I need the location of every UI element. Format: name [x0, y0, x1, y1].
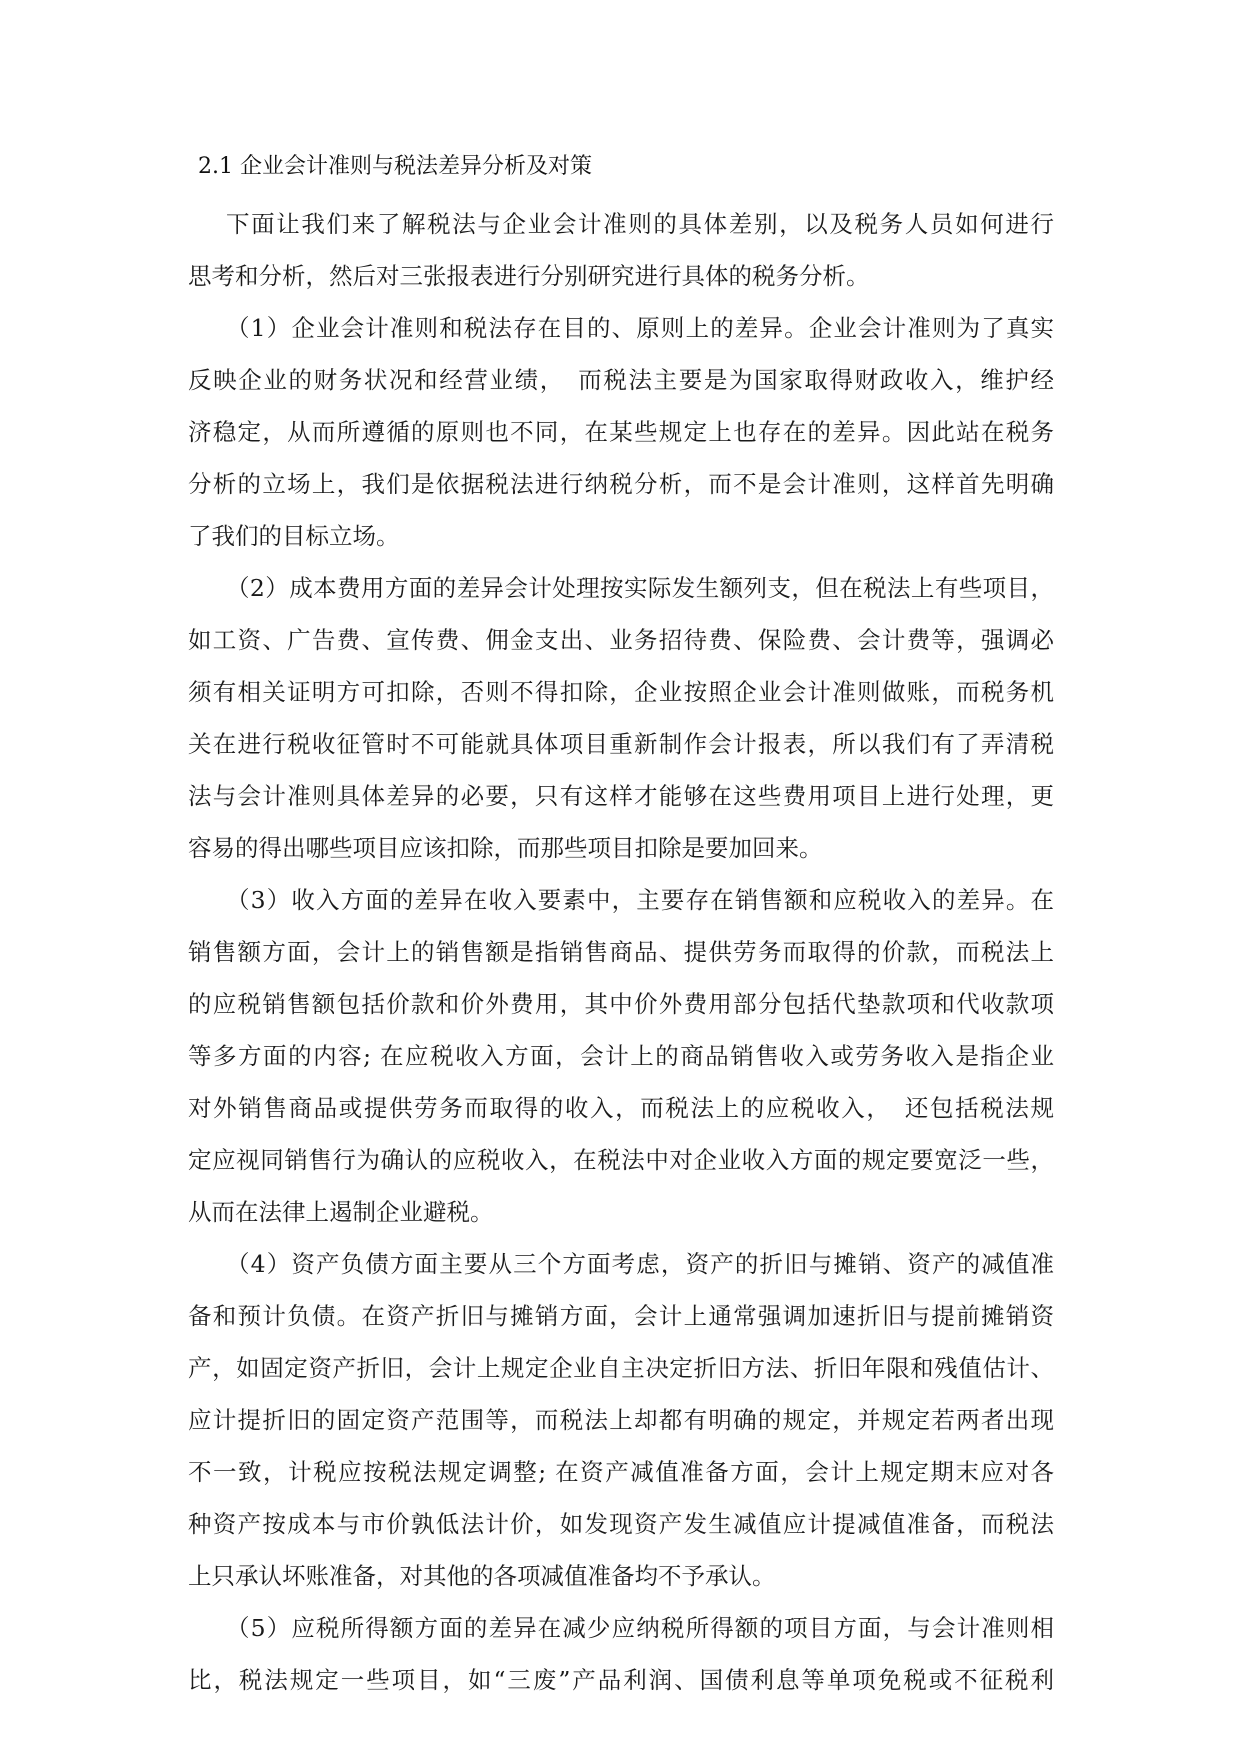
text-line: 的应税销售额包括价款和价外费用，其中价外费用部分包括代垫款项和代收款项	[188, 990, 1054, 1018]
section-heading: 2.1 企业会计准则与税法差异分析及对策	[198, 154, 592, 179]
paragraph	[188, 1602, 1054, 1706]
text-line: 定应视同销售行为确认的应税收入，在税法中对企业收入方面的规定要宽泛一些，	[188, 1146, 1054, 1174]
text-line: 不一致，计税应按税法规定调整; 在资产减值准备方面，会计上规定期末应对各	[188, 1458, 1054, 1486]
text-line: 上只承认坏账准备，对其他的各项减值准备均不予承认。	[188, 1562, 776, 1590]
text-line: 法与会计准则具体差异的必要，只有这样才能够在这些费用项目上进行处理，更	[188, 782, 1054, 810]
text-line: 从而在法律上遏制企业避税。	[188, 1198, 494, 1226]
document-body	[188, 146, 1054, 1706]
text-line: 下面让我们来了解税法与企业会计准则的具体差别，以及税务人员如何进行	[226, 210, 1054, 238]
text-line: （2）成本费用方面的差异会计处理按实际发生额列支，但在税法上有些项目，	[226, 574, 1054, 602]
text-line: 了我们的目标立场。	[188, 522, 400, 550]
text-line: 分析的立场上，我们是依据税法进行纳税分析，而不是会计准则，这样首先明确	[188, 470, 1054, 498]
text-line: 思考和分析，然后对三张报表进行分别研究进行具体的税务分析。	[188, 262, 870, 290]
text-line: 种资产按成本与市价孰低法计价，如发现资产发生减值应计提减值准备，而税法	[188, 1510, 1054, 1538]
text-line: 比，税法规定一些项目，如“三废”产品利润、国债利息等单项免税或不征税利	[188, 1666, 1054, 1694]
text-line: 产，如固定资产折旧，会计上规定企业自主决定折旧方法、折旧年限和残值估计、	[188, 1354, 1054, 1382]
text-line: （4）资产负债方面主要从三个方面考虑，资产的折旧与摊销、资产的减值准	[226, 1250, 1054, 1278]
text-line: 关在进行税收征管时不可能就具体项目重新制作会计报表，所以我们有了弄清税	[188, 730, 1054, 758]
paragraph	[188, 302, 1054, 562]
text-line: （1）企业会计准则和税法存在目的、原则上的差异。企业会计准则为了真实	[226, 314, 1054, 342]
text-line: 销售额方面，会计上的销售额是指销售商品、提供劳务而取得的价款，而税法上	[188, 938, 1054, 966]
text-line: 备和预计负债。在资产折旧与摊销方面，会计上通常强调加速折旧与提前摊销资	[188, 1302, 1054, 1330]
paragraph	[188, 562, 1054, 874]
text-line: 应计提折旧的固定资产范围等，而税法上却都有明确的规定，并规定若两者出现	[188, 1406, 1054, 1434]
paragraph	[188, 874, 1054, 1238]
text-line: （5）应税所得额方面的差异在减少应纳税所得额的项目方面，与会计准则相	[226, 1614, 1054, 1642]
text-line: 须有相关证明方可扣除，否则不得扣除，企业按照企业会计准则做账，而税务机	[188, 678, 1054, 706]
text-line: 对外销售商品或提供劳务而取得的收入，而税法上的应税收入， 还包括税法规	[188, 1094, 1054, 1122]
text-line: 如工资、广告费、宣传费、佣金支出、业务招待费、保险费、会计费等，强调必	[188, 626, 1054, 654]
paragraph-container	[188, 198, 1054, 1706]
text-line: 容易的得出哪些项目应该扣除，而那些项目扣除是要加回来。	[188, 834, 823, 862]
text-line: （3）收入方面的差异在收入要素中，主要存在销售额和应税收入的差异。在	[226, 886, 1054, 914]
paragraph	[188, 198, 1054, 302]
text-line: 济稳定，从而所遵循的原则也不同，在某些规定上也存在的差异。因此站在税务	[188, 418, 1054, 446]
text-line: 反映企业的财务状况和经营业绩， 而税法主要是为国家取得财政收入，维护经	[188, 366, 1054, 394]
text-line: 等多方面的内容; 在应税收入方面，会计上的商品销售收入或劳务收入是指企业	[188, 1042, 1054, 1070]
paragraph	[188, 1238, 1054, 1602]
